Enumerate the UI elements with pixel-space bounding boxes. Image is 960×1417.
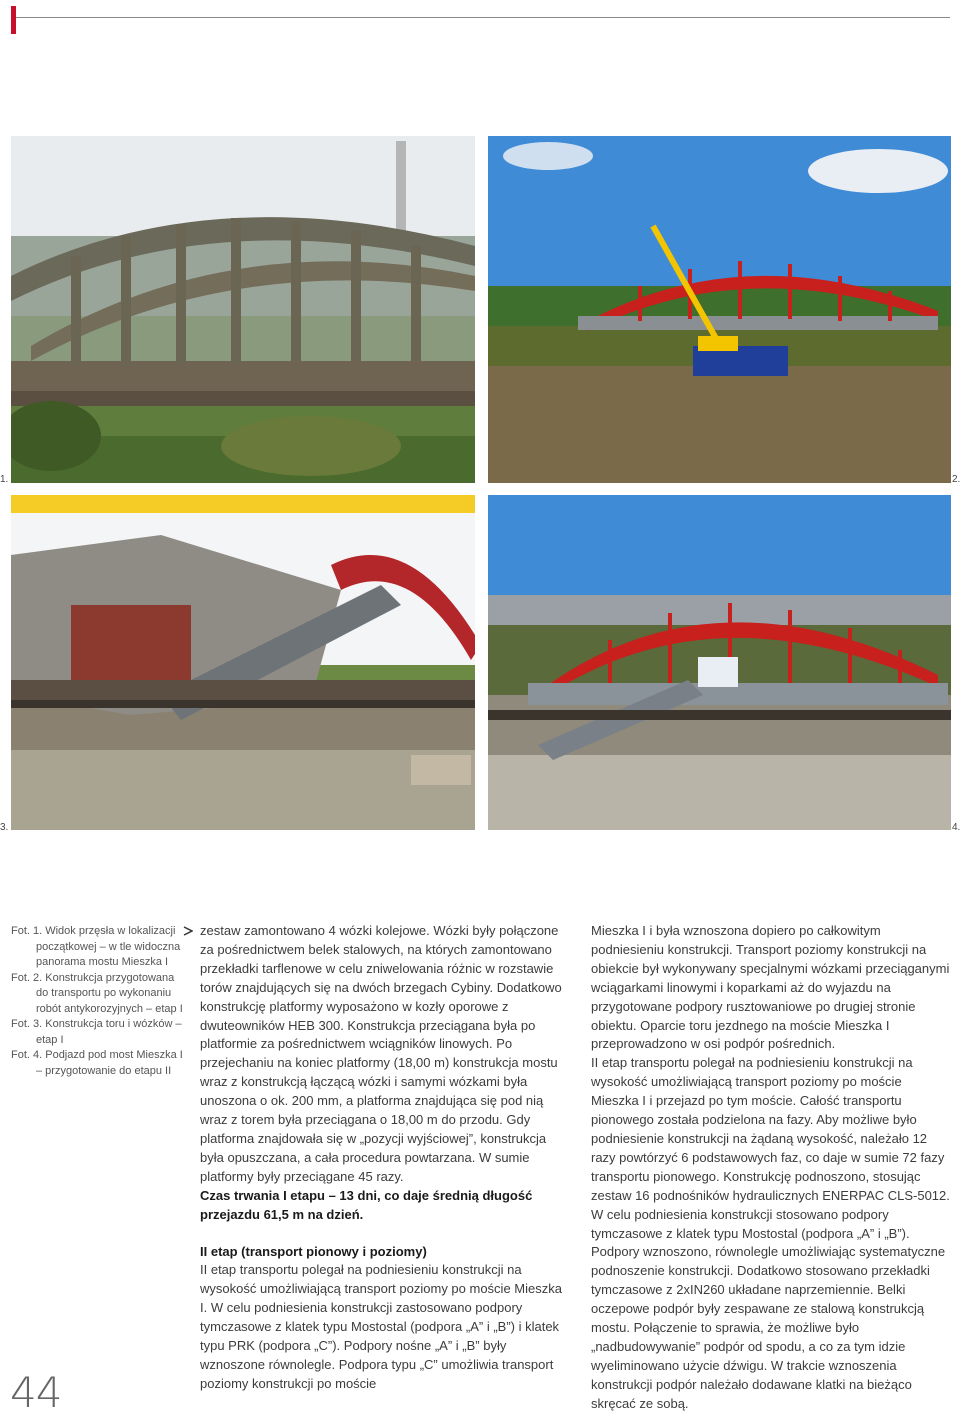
photo-3 bbox=[11, 495, 475, 830]
caption-4: Fot. 4. Podjazd pod most Mieszka I – przygotowanie do etapu II bbox=[11, 1049, 183, 1077]
header-rule bbox=[16, 17, 950, 18]
photo-label-4: 4. bbox=[952, 822, 960, 833]
page-number: 44 bbox=[10, 1368, 62, 1417]
text-column-2 bbox=[200, 922, 565, 1394]
photo-captions bbox=[11, 924, 186, 1079]
body-paragraph: II etap transportu polegał na podniesieniu konstrukcji na wysokość umożliwiającą transport poziomy po moście Mieszka I i przejazd po tym moście. Całość transportu pionowego została podzielona na fazy. Aby możliwe było podniesienie konstrukcji na żądaną wysokość, należało 12 razy powtórzyć 6 podstawowych faz, co daje w sumie 72 fazy transportu pionowego. Konstrukcję podnoszono, stosując zestaw 16 podnośników hydraulicznych ENERPAC CLS-5012. W celu podniesienia konstrukcji stosowano podpory tymczasowe z klatek typu Mostostal (podpora „A” i „B”). Podpory wznoszono, równolegle umożliwiając systematyczne podnoszenie konstrukcji. Dodatkowo stosowano przekładki tymczasowe z 2xIN260 układane naprzemiennie. Belki oczepowe podpór były zespawane ze stalową konstrukcją mostu. Połączenie to sprawia, że możliwe było „nadbudowywanie” podpór od spodu, a co za tym idzie wyeliminowano użycie dźwigu. W trakcie wznoszenia konstrukcji podpór należało dodawane klatki na bieżąco skręcać ze sobą. bbox=[591, 1055, 950, 1411]
body-paragraph: zestaw zamontowano 4 wózki kolejowe. Wózki były połączone za pośrednictwem belek stalowych, na których zamontowano przekładki tarflenowe w celu zniwelowania różnic w rozstawie torów znajdujących się na dwóch brzegach Cybiny. Dodatkowo konstrukcję platformy wyposażono w kozły oporowe z dwuteowników HEB 300. Konstrukcja przeciągana była po platformie za pośrednictwem wciągników linowych. Po przejechaniu na koniec platformy (18,00 m) konstrukcja mostu wraz z konstrukcją łączącą wózki i samymi wózkami była unoszona o ok. 200 mm, a platforma znajdująca się pod nią wraz z torem była przeciągana o 18,00 m do przodu. Gdy platforma znajdowała się w „pozycji wyjściowej”, konstrukcja była opuszczana, a cała procedura powtarzana. W sumie platformy były przeciągane 45 razy. bbox=[200, 923, 562, 1184]
caption-1: Fot. 1. Widok przęsła w lokalizacji początkowej – w tle widoczna panorama mostu Mieszka I bbox=[11, 925, 181, 968]
section-heading: II etap (transport pionowy i poziomy) bbox=[200, 1243, 427, 1259]
accent-bar bbox=[11, 6, 16, 34]
photo-1 bbox=[11, 136, 475, 483]
photo-label-1: 1. bbox=[0, 474, 9, 485]
continuation-arrow-icon bbox=[183, 926, 193, 936]
body-paragraph: II etap transportu polegał na podniesieniu konstrukcji na wysokość umożliwiającą transport poziomy po moście Mieszka I. W celu podniesienia konstrukcji zastosowano podpory tymczasowe z klatek typu Mostostal (podpora „A” i „B”) i klatek typu PRK (podpora „C”). Podpory nośne „A” i „B” były wznoszone równolegle. Podpora typu „C” umożliwia transport poziomy konstrukcji po moście bbox=[200, 1262, 562, 1391]
caption-3: Fot. 3. Konstrukcja toru i wózków – etap I bbox=[11, 1018, 182, 1046]
text-column-3 bbox=[591, 922, 951, 1414]
bridge-underpass-photo bbox=[488, 495, 951, 830]
bridge-trolley-photo bbox=[11, 495, 475, 830]
photo-4 bbox=[488, 495, 951, 830]
bridge-arch-photo bbox=[11, 136, 475, 483]
body-paragraph: Mieszka I i była wznoszona dopiero po całkowitym podniesieniu konstrukcji. Transport poziomy konstrukcji na obiekcie był wykonywany specjalnymi wózkami przeciąganymi wciągarkami linowymi i koparkami aż do wyjazdu na przygotowane podpory rusztowaniowe po drugiej stronie obiektu. Oparcie toru jezdnego na moście Mieszka I przeprowadzono w osi podpór pośrednich. bbox=[591, 923, 950, 1052]
summary-bold: Czas trwania I etapu – 13 dni, co daje średnią długość przejazdu 61,5 m na dzień. bbox=[200, 1187, 533, 1222]
photo-label-3: 3. bbox=[0, 822, 9, 833]
photo-label-2: 2. bbox=[952, 474, 960, 485]
bridge-crane-photo bbox=[488, 136, 951, 483]
caption-2: Fot. 2. Konstrukcja przygotowana do transportu po wykonaniu robót antykorozyjnych – etap I bbox=[11, 971, 183, 1015]
photo-2 bbox=[488, 136, 951, 483]
